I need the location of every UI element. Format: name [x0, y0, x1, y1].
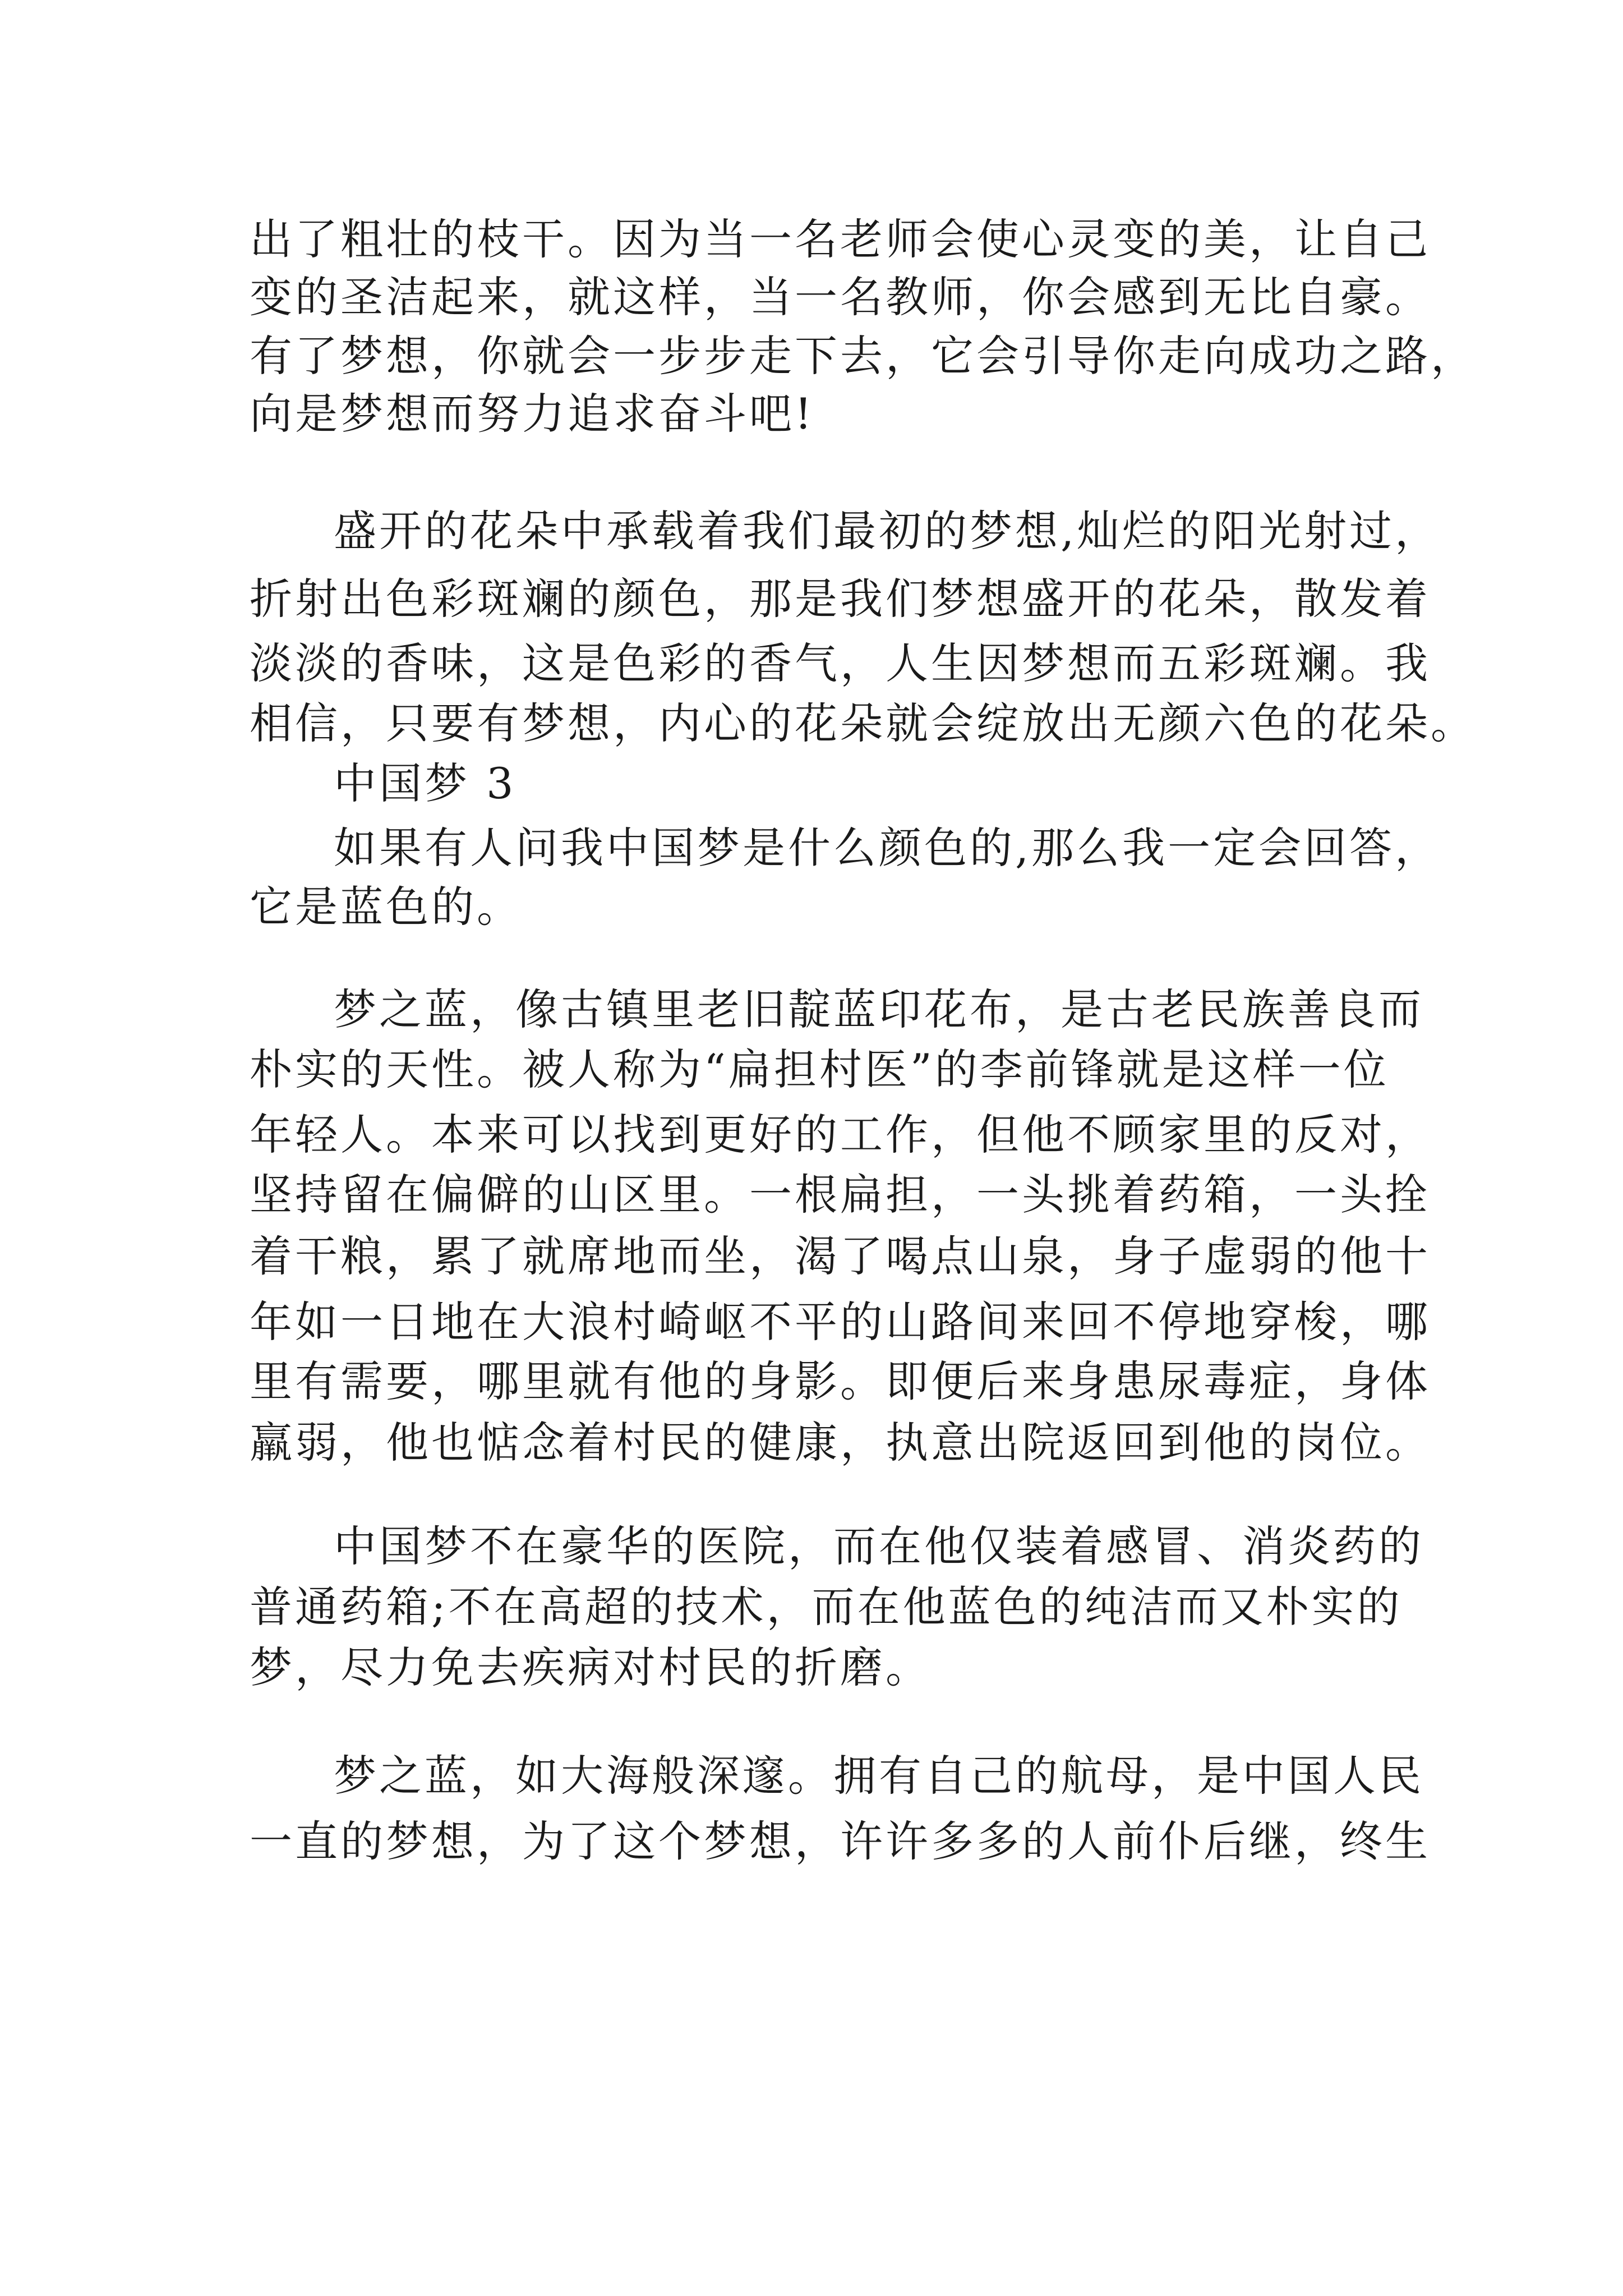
text-line-8: 相信，只要有梦想，内心的花朵就会绽放出无颜六色的花朵。: [250, 698, 1476, 748]
text-line-17: 年如一日地在大浪村崎岖不平的山路间来回不停地穿梭，哪: [250, 1297, 1431, 1347]
text-line-21: 普通药箱;不在高超的技术，而在他蓝色的纯洁而又朴实的: [250, 1582, 1403, 1632]
text-line-2: 变的圣洁起来，就这样，当一名教师，你会感到无比自豪。: [250, 272, 1431, 322]
paragraph-start-line: 盛开的花朵中承载着我们最初的梦想,灿烂的阳光射过，: [334, 506, 1441, 556]
text-line-1: 出了粗壮的枝干。因为当一名老师会使心灵变的美，让自己: [250, 214, 1431, 264]
text-line-4: 向是梦想而努力追求奋斗吧!: [250, 389, 815, 439]
text-line-6: 折射出色彩斑斓的颜色，那是我们梦想盛开的花朵，散发着: [250, 574, 1431, 624]
paragraph-start-line: 梦之蓝，如大海般深邃。拥有自己的航母，是中国人民: [334, 1751, 1424, 1801]
text-line-11: 它是蓝色的。: [250, 882, 522, 932]
paragraph-start-line: 梦之蓝，像古镇里老旧靛蓝印花布，是古老民族善良而: [334, 984, 1424, 1034]
text-line-18: 里有需要，哪里就有他的身影。即便后来身患尿毒症，身体: [250, 1356, 1431, 1406]
text-line-14: 年轻人。本来可以找到更好的工作，但他不顾家里的反对，: [250, 1110, 1431, 1159]
text-line-22: 梦，尽力免去疾病对村民的折磨。: [250, 1642, 931, 1692]
text-line-3: 有了梦想，你就会一步步走下去，它会引导你走向成功之路，: [250, 331, 1476, 381]
text-line-15: 坚持留在偏僻的山区里。一根扁担，一头挑着药箱，一头拴: [250, 1170, 1431, 1220]
paragraph-start-line: 如果有人问我中国梦是什么颜色的,那么我一定会回答，: [334, 823, 1441, 873]
paragraph-start-line: 中国梦不在豪华的医院，而在他仅装着感冒、消炎药的: [334, 1521, 1424, 1571]
text-line-7: 淡淡的香味，这是色彩的香气，人生因梦想而五彩斑斓。我: [250, 638, 1431, 688]
text-line-19: 羸弱，他也惦念着村民的健康，执意出院返回到他的岗位。: [250, 1418, 1431, 1467]
section-heading: 中国梦 3: [334, 758, 517, 808]
text-line-24: 一直的梦想，为了这个梦想，许许多多的人前仆后继，终生: [250, 1816, 1431, 1866]
text-line-13: 朴实的天性。被人称为“扁担村医”的李前锋就是这样一位: [250, 1045, 1389, 1094]
text-line-16: 着干粮，累了就席地而坐，渴了喝点山泉，身子虚弱的他十: [250, 1231, 1431, 1281]
